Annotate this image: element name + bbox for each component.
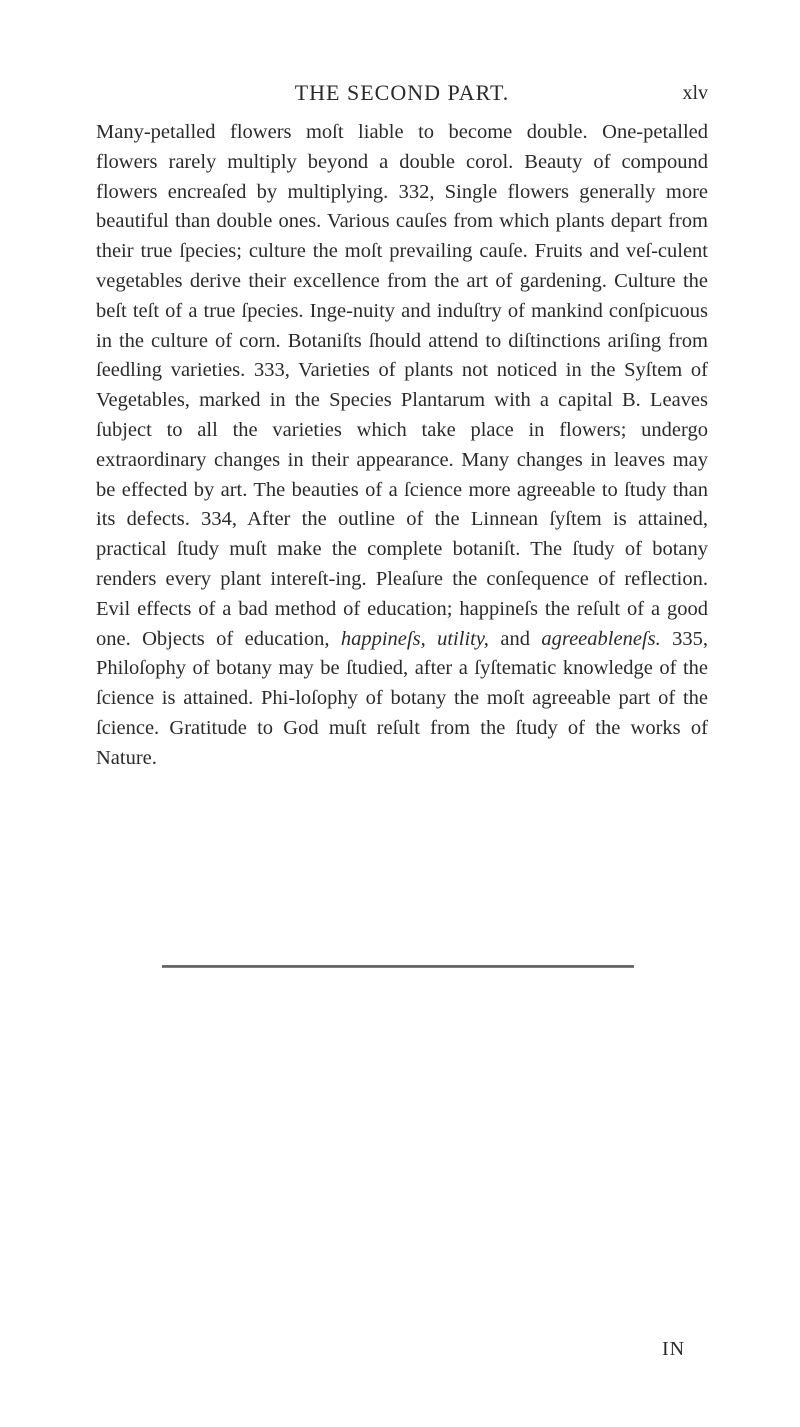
horizontal-rule bbox=[162, 965, 634, 968]
body-paragraph bbox=[96, 118, 708, 774]
catchword: IN bbox=[662, 1338, 686, 1360]
page-number: xlv bbox=[682, 82, 708, 104]
italic-text-segment: agreeableneſs. bbox=[541, 627, 661, 650]
text-segment: 335, Philoſophy of botany may be ſtudied, after a ſyſtematic knowledge of the ſcience is attained. Phi-loſophy of botany the moſt agreeable part of the ſcience. Gratitude to God muſt reſult from the ſtudy of the works of Nature. bbox=[96, 627, 708, 769]
text-segment: and bbox=[488, 627, 542, 650]
text-segment: Many-petalled flowers moſt liable to become double. One-petalled flowers rarely multiply beyond a double corol. Beauty of compound flowers encreaſed by multiplying. 332, Single flowers generally more beautiful than double ones. Various cauſes from which plants depart from their true ſpecies; culture the moſt prevailing cauſe. Fruits and veſ-culent vegetables derive their excellence from the art of gardening. Culture the beſt teſt of a true ſpecies. Inge-nuity and induſtry of mankind conſpicuous in the culture of corn. Botaniſts ſhould attend to diſtinctions ariſing from ſeedling varieties. 333, Varieties of plants not noticed in the Syſtem of Vegetables, marked in the Species Plantarum with a capital B. Leaves ſubject to all the varieties which take place in flowers; undergo extraordinary changes in their appearance. Many changes in leaves may be effected by art. The beauties of a ſcience more agreeable to ſtudy than its defects. 334, After the outline of the Linnean ſyſtem is attained, practical ſtudy muſt make the complete botaniſt. The ſtudy of botany renders every plant intereſt-ing. Pleaſure the conſequence of reflection. Evil effects of a bad method of education; happineſs the reſult of a good one. Objects of education, bbox=[96, 121, 708, 650]
italic-text-segment: happineſs, utility, bbox=[340, 627, 489, 650]
running-head bbox=[96, 78, 708, 108]
running-title: THE SECOND PART. bbox=[294, 80, 510, 105]
